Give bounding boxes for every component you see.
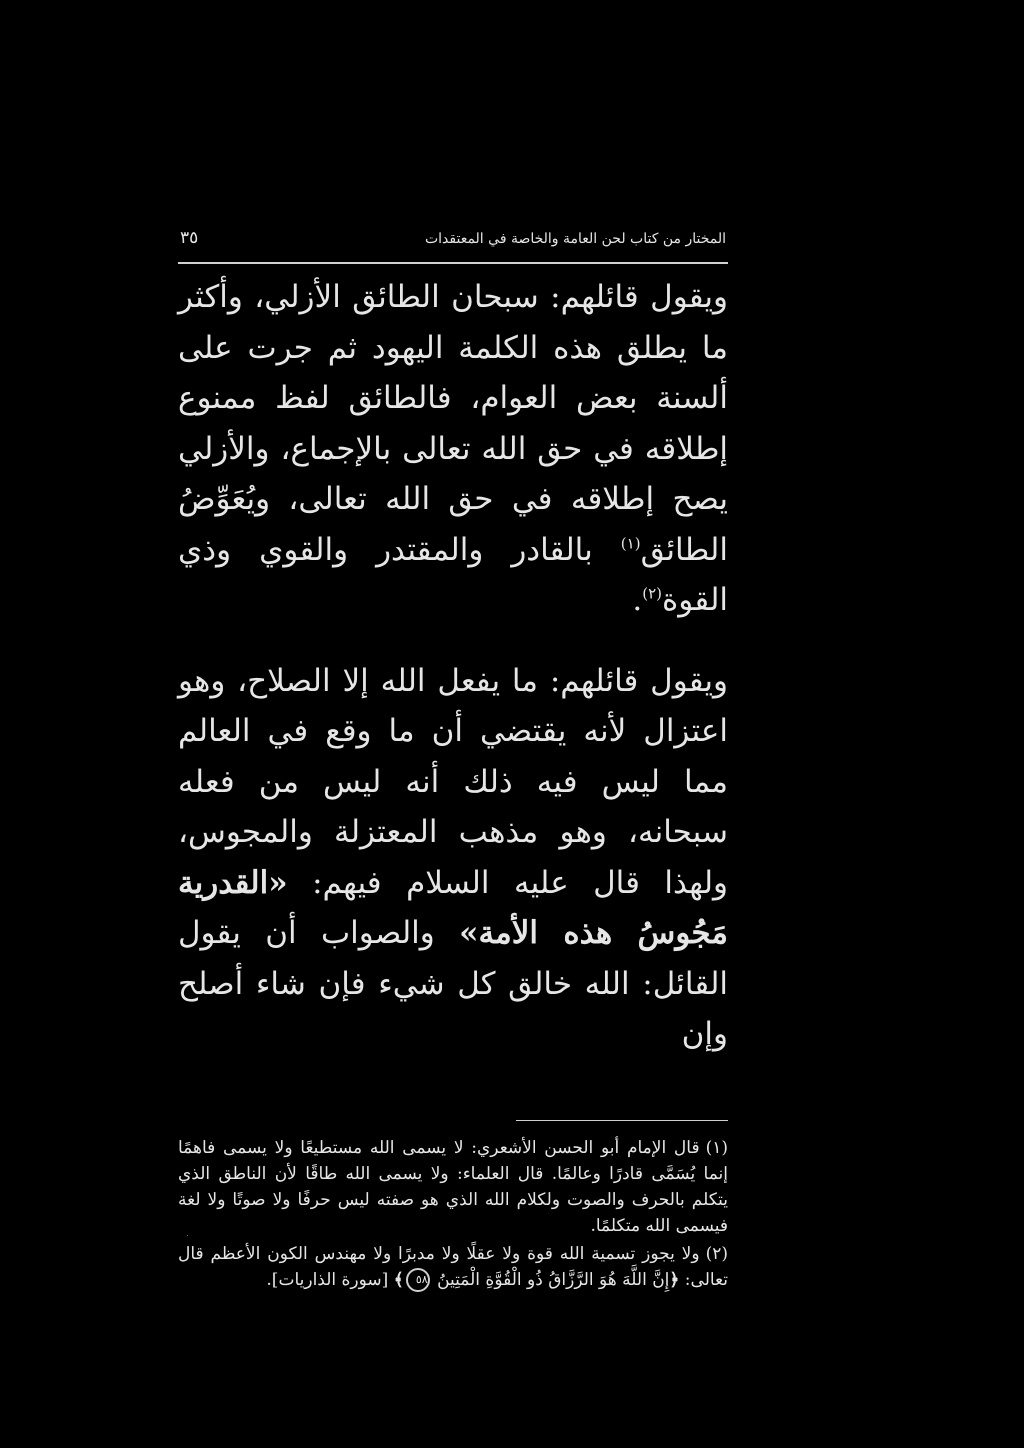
paragraph-salah-text-cont: والصواب أن يقول القائل: الله خالق كل شيء فإن شاء أصلح وإن — [178, 915, 728, 1052]
ayah-number-icon: ٥٨ — [406, 1268, 430, 1292]
paragraph-taiq-text-cont: بالقادر والمقتدر والقوي وذي القوة — [178, 531, 728, 618]
running-title: المختار من كتاب لحن العامة والخاصة في المعتقدات — [424, 231, 726, 247]
footnote-1-number: (١) — [705, 1137, 728, 1158]
footnote-2-text: ولا يجوز تسمية الله قوة ولا عقلًا ولا مدبرًا ولا مهندس الكون الأعظم قال تعالى: — [178, 1243, 728, 1290]
footnote-1 — [178, 1135, 728, 1239]
book-page — [178, 228, 728, 1293]
paragraph-taiq — [178, 272, 728, 626]
footnote-2-number: (٢) — [705, 1243, 728, 1264]
page-number: ٣٥ — [180, 228, 199, 248]
quran-brace-close: ﴾ — [393, 1269, 404, 1290]
quran-brace-open: ﴿ — [669, 1269, 680, 1290]
paragraph-salah-text: ويقول قائلهم: ما يفعل الله إلا الصلاح، وهو اعتزال لأنه يقتضي أن ما وقع في العالم مما ليس فيه ذلك أنه ليس من فعله سبحانه، وهو مذهب المعتزلة والمجوس، ولهذا قال عليه السلام فيهم: — [178, 662, 728, 901]
hadith-quote: «القدرية مَجُوسُ هذه الأمة» — [178, 864, 729, 951]
surah-reference: [سورة الذاريات]. — [266, 1269, 389, 1290]
header-rule — [178, 262, 728, 264]
running-header — [178, 228, 728, 254]
footnotes-rule — [516, 1120, 728, 1121]
footnote-ref-1: (١) — [620, 534, 641, 553]
paragraph-taiq-text: ويقول قائلهم: سبحان الطائق الأزلي، وأكثر ما يطلق هذه الكلمة اليهود ثم جرت على ألسنة بعض العوام، فالطائق لفظ ممنوع إطلاقه في حق الله تعالى بالإجماع، والأزلي يصح إطلاقه في حق الله تعالى، ويُعَوِّضُ الطائق — [178, 279, 728, 568]
footnote-2 — [178, 1241, 728, 1293]
paragraph-salah — [178, 656, 728, 1060]
paragraph-taiq-period: . — [632, 582, 643, 618]
footnote-1-text: قال الإمام أبو الحسن الأشعري: لا يسمى الله مستطيعًا ولا يسمى فاهمًا إنما يُسَمَّى قادرًا وعالمًا. قال العلماء: ولا يسمى الله طاقًا لأن الناطق الذي يتكلم بالحرف والصوت ولكلام الله الذي هو صفته ليس حرفًا ولا صوتًا ولا لغة فيسمى الله متكلمًا. — [178, 1137, 728, 1236]
footnote-ref-2: (٢) — [642, 584, 662, 603]
quran-verse: إِنَّ اللَّهَ هُوَ الرَّزَّاقُ ذُو الْقُوَّةِ الْمَتِينُ — [437, 1269, 670, 1290]
